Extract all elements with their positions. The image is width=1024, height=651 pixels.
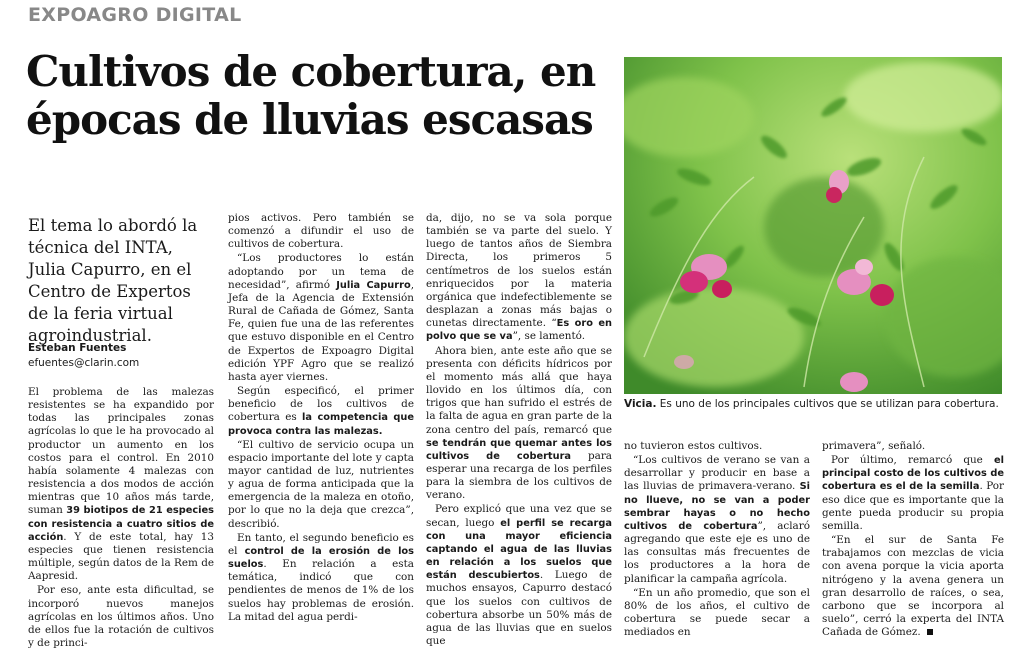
caption-text: Es uno de los principales cultivos que se utilizan para cobertura. [656,398,999,410]
paragraph: primavera”, señaló. [822,440,926,452]
paragraph: Según especificó, el primer beneficio de los cultivos de cobertura es la competencia que provoca contra las malezas. [228,385,414,437]
caption-label: Vicia. [624,398,657,410]
paragraph: “El cultivo de servicio ocupa un espacio importante del lote y capta mayor cantidad de luz, nutrientes y agua de forma anticipada que la emergencia de la maleza en otoño, por lo que no la deja que crezca”, describió. [228,438,414,530]
section-label: EXPOAGRO DIGITAL [28,4,242,26]
article-column-2 [228,212,414,625]
lead-paragraph: El tema lo abordó la técnica del INTA, Julia Capurro, en el Centro de Expertos de la feria virtual agroindustrial. [28,216,198,345]
paragraph: “En el sur de Santa Fe trabajamos con mezclas de vicia con avena porque la vicia aporta nitrógeno y la avena genera un gran desarrollo de raíces, o sea, carbono que se incorpora al suelo”, cerró la experta del INTA Cañada de Gómez. [822,534,1004,639]
paragraph: Pero explicó que una vez que se secan, luego el perfil se recarga con una mayor eficiencia captando el agua de las lluvias en relación a los suelos que están descubiertos. Luego de muchos ensayos, Capurro destacó que los suelos con cultivos de cobertura absorbe un 50% más de agua de las lluvias que en suelos que [426,503,612,647]
end-mark [927,629,933,635]
paragraph: Ahora bien, ante este año que se presenta con déficits hídricos por el momento más allá que haya llovido en los últimos día, con trigos que han sufrido el estrés de la falta de agua en gran parte de la zona centro del país, remarcó que se tendrán que quemar antes los cultivos de cobertura para esperar una recarga de los perfiles para la siembra de los cultivos de verano. [426,344,613,502]
photo-caption [624,398,1014,411]
article-photo [624,57,1002,394]
article-column-4 [624,440,810,640]
article-column-3 [426,212,612,649]
paragraph: “Los cultivos de verano se van a desarrollar y producir en base a las lluvias de primavera-verano. Si no llueve, no se van a poder sembrar hayas o no hecho cultivos de cobertura”, aclaró agregando que este eje es uno de las consultas más frecuentes de los productores a la hora de planificar la campaña agrícola. [624,454,810,585]
article-column-1 [28,386,214,651]
paragraph: pios activos. Pero también se comenzó a difundir el uso de cultivos de cobertura. [228,212,414,251]
paragraph: da, dijo, no se va sola porque también se va parte del suelo. Y luego de tantos años de Siembra Directa, los primeros 5 centímetros de los suelos están enriquecidos por la materia orgánica que indefectiblemente se desplazan a zonas más bajas o cunetas directamente. “Es oro en polvo que se va”, se lamentó. [426,212,612,343]
paragraph: En tanto, el segundo beneficio es el control de la erosión de los suelos. En relación a esta temática, indicó que con pendientes de menos de 1% de los suelos hay problemas de erosión. La mitad del agua perdi- [228,531,414,623]
vicia-photo [624,57,1002,394]
author-email[interactable]: efuentes@clarin.com [28,357,140,369]
author-name: Esteban Fuentes [28,342,127,354]
paragraph: no tuvieron estos cultivos. [624,440,763,452]
paragraph: “En un año promedio, que son el 80% de los años, el cultivo de cobertura se puede secar a mediados en [624,586,810,639]
paragraph: “Los productores lo están adoptando por un tema de necesidad”, afirmó Julia Capurro, Jefa de la Agencia de Extensión Rural de Cañada de Gómez, Santa Fe, quien fue una de las referentes que estuvo disponible en el Centro de Expertos de Expoagro Digital edición YPF Agro que se realizó hasta ayer viernes. [228,252,414,383]
paragraph: Por eso, ante esta dificultad, se incorporó nuevos manejos agrícolas en los últimos años. Uno de ellos fue la rotación de cultivos y de princi- [28,584,214,649]
paragraph: Por último, remarcó que el principal costo de los cultivos de cobertura es el de la semilla. Por eso dice que es importante que la gente pueda producir su propia semilla. [822,454,1004,532]
headline: Cultivos de cobertura, en épocas de lluvias escasas [26,47,596,144]
paragraph: El problema de las malezas resistentes se ha expandido por todas las principales zonas agrícolas lo que le ha provocado al productor un aumento en los costos para el control. En 2010 había solamente 4 malezas con resistencia a dos modos de acción mientras que 10 años más tarde, suman 39 biotipos de 21 especies con resistencia a cuatro sitios de acción. Y de este total, hay 13 especies que tienen resistencia múltiple, según datos de la Rem de Aapresid. [28,386,214,583]
article-column-5 [822,440,1004,640]
